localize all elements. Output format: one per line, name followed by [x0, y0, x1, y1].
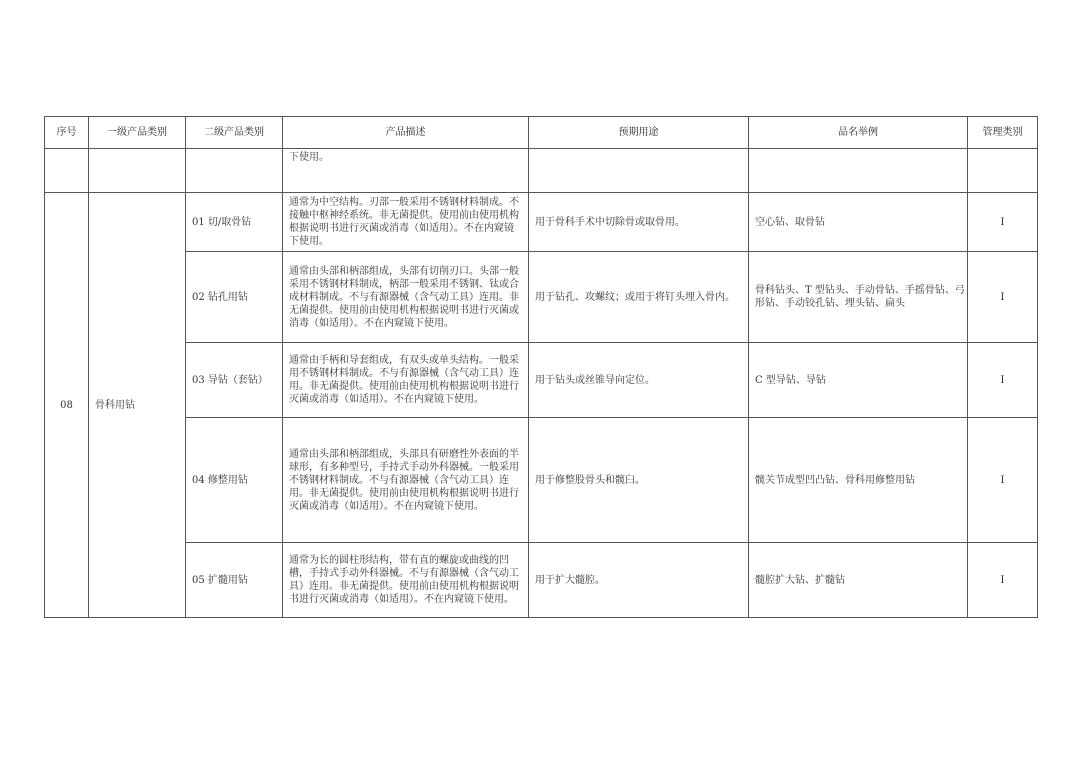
management-class: I	[968, 252, 1038, 343]
description: 通常由头部和柄部组成，头部具有研磨性外表面的半球形，有多种型号，手持式手动外科器械。一般采用不锈钢材料制成。不与有源器械（含气动工具）连用。非无菌提供。使用前由使用机构根据说明书进行灭菌或消毒（如适用）。不在内窥镜下使用。	[283, 418, 529, 543]
description: 通常由头部和柄部组成，头部有切削刃口。头部一般采用不锈钢材料制成，柄部一般采用不锈钢、钛或合成材料制成。不与有源器械（含气动工具）连用。非无菌提供。使用前由使用机构根据说明书进行灭菌或消毒（如适用）。不在内窥镜下使用。	[283, 252, 529, 343]
examples: C 型导钻、导钻	[749, 343, 968, 418]
sub-category: 04 修整用钻	[186, 418, 283, 543]
examples: 髓腔扩大钻、扩髓钻	[749, 543, 968, 618]
intended-use: 用于钻头或丝锥导向定位。	[529, 343, 749, 418]
intended-use: 用于修整股骨头和髋臼。	[529, 418, 749, 543]
sub-category: 05 扩髓用钻	[186, 543, 283, 618]
product-table	[44, 116, 1038, 618]
table-row	[45, 543, 1038, 618]
description: 通常为中空结构。刃部一般采用不锈钢材料制成。不接触中枢神经系统。非无菌提供。使用前由使用机构根据说明书进行灭菌或消毒（如适用）。不在内窥镜下使用。	[283, 193, 529, 252]
intended-use: 用于钻孔、攻螺纹；或用于将钉头埋入骨内。	[529, 252, 749, 343]
management-class: I	[968, 343, 1038, 418]
examples: 空心钻、取骨钻	[749, 193, 968, 252]
header-level1: 一级产品类别	[89, 117, 186, 149]
table-row	[45, 343, 1038, 418]
category-name: 骨科用钻	[89, 193, 186, 618]
table-header-row	[45, 117, 1038, 149]
sub-category: 02 钻孔用钻	[186, 252, 283, 343]
header-class: 管理类别	[968, 117, 1038, 149]
intended-use: 用于骨科手术中切除骨或取骨用。	[529, 193, 749, 252]
continuation-description: 下使用。	[283, 149, 529, 193]
header-level2: 二级产品类别	[186, 117, 283, 149]
examples: 髋关节成型凹凸钻、骨科用修整用钻	[749, 418, 968, 543]
management-class: I	[968, 418, 1038, 543]
sub-category: 01 切/取骨钻	[186, 193, 283, 252]
header-description: 产品描述	[283, 117, 529, 149]
examples: 骨科钻头、T 型钻头、手动骨钻、手摇骨钻、弓形钻、手动铰孔钻、埋头钻、扁头	[749, 252, 968, 343]
intended-use: 用于扩大髓腔。	[529, 543, 749, 618]
management-class: I	[968, 543, 1038, 618]
description: 通常由手柄和导套组成，有双头或单头结构。一般采用不锈钢材料制成。不与有源器械（含气动工具）连用。非无菌提供。使用前由使用机构根据说明书进行灭菌或消毒（如适用）。不在内窥镜下使用。	[283, 343, 529, 418]
header-examples: 品名举例	[749, 117, 968, 149]
table-row	[45, 418, 1038, 543]
management-class: I	[968, 193, 1038, 252]
table-row	[45, 193, 1038, 252]
continuation-row	[45, 149, 1038, 193]
table-row	[45, 252, 1038, 343]
header-intended-use: 预期用途	[529, 117, 749, 149]
sub-category: 03 导钻（套钻）	[186, 343, 283, 418]
category-number: 08	[45, 193, 89, 618]
header-seq: 序号	[45, 117, 89, 149]
description: 通常为长的圆柱形结构，带有直的螺旋或曲线的凹槽，手持式手动外科器械。不与有源器械（含气动工具）连用。非无菌提供。使用前由使用机构根据说明书进行灭菌或消毒（如适用）。不在内窥镜下使用。	[283, 543, 529, 618]
